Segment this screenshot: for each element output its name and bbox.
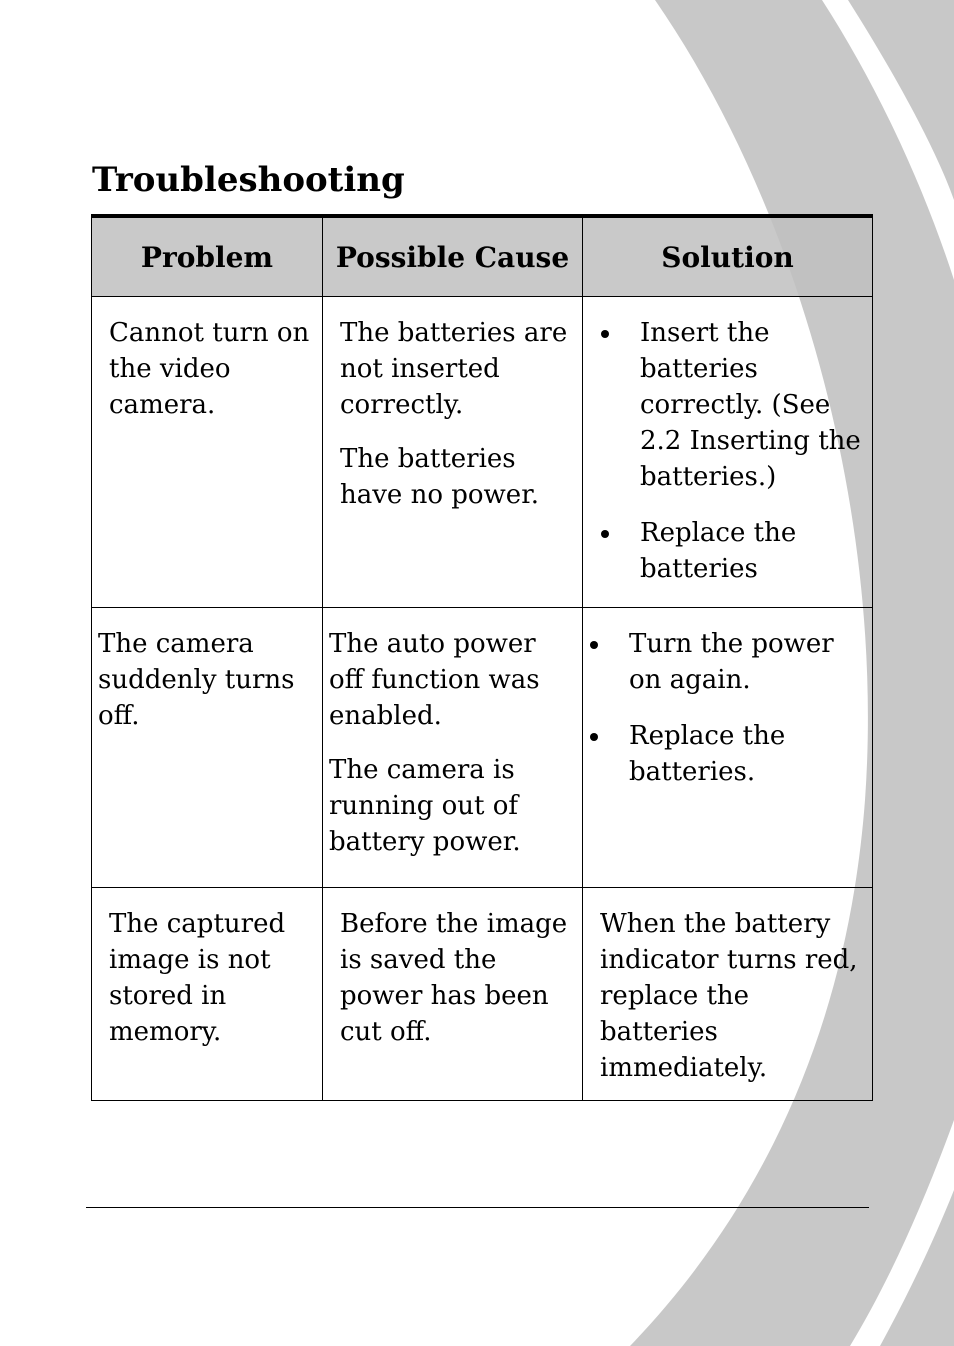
cause-text: The batteries are not inserted correctly. — [340, 318, 568, 420]
solution-item — [600, 315, 862, 495]
solution-text: Insert the batteries correctly. (See 2.2 Inserting the batteries.) — [640, 318, 861, 492]
cause-text: Before the image is saved the power has been cut off. — [340, 909, 568, 1047]
problem-cell — [92, 888, 323, 1101]
solution-text: When the battery indicator turns red, replace the batteries immediately. — [600, 909, 858, 1083]
solution-cell — [583, 297, 873, 608]
problem-cell — [92, 297, 323, 608]
table-row — [92, 608, 873, 888]
solution-cell — [583, 608, 873, 888]
solution-item — [589, 718, 862, 790]
solution-cell — [583, 888, 873, 1101]
header-solution: Solution — [583, 216, 873, 297]
problem-cell — [92, 608, 323, 888]
solution-text: Turn the power on again. — [629, 629, 834, 695]
problem-text: The camera suddenly turns off. — [98, 629, 295, 731]
table-row — [92, 888, 873, 1101]
cause-cell — [323, 297, 583, 608]
cause-cell — [323, 888, 583, 1101]
solution-item — [600, 515, 862, 587]
footer-divider — [86, 1207, 869, 1208]
solution-list — [600, 315, 862, 587]
solution-text: Replace the batteries — [640, 518, 797, 584]
header-problem: Problem — [92, 216, 323, 297]
cause-cell — [323, 608, 583, 888]
table-row — [92, 297, 873, 608]
problem-text: The captured image is not stored in memory. — [109, 909, 286, 1047]
header-possible-cause: Possible Cause — [323, 216, 583, 297]
troubleshooting-table-container — [91, 214, 872, 1101]
page-title: Troubleshooting — [92, 160, 405, 200]
cause-text: The camera is running out of battery power. — [329, 755, 521, 857]
cause-text: The batteries have no power. — [340, 444, 540, 510]
solution-list — [589, 626, 862, 790]
solution-text: Replace the batteries. — [629, 721, 786, 787]
solution-item — [589, 626, 862, 698]
problem-text: Cannot turn on the video camera. — [109, 318, 310, 420]
table-header-row — [92, 216, 873, 297]
troubleshooting-table — [91, 214, 873, 1101]
cause-text: The auto power off function was enabled. — [329, 629, 540, 731]
